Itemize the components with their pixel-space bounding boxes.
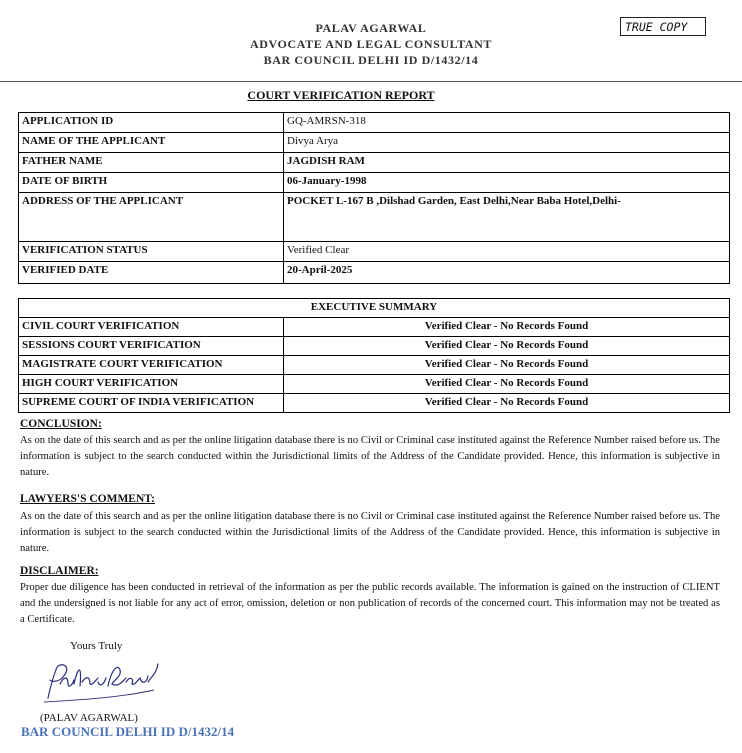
label-supreme-court: SUPREME COURT OF INDIA VERIFICATION xyxy=(19,394,284,413)
conclusion-text: As on the date of this search and as per the online litigation database there is no Civil or Criminal case instituted against the Reference Number raised before us. The information is subject to the search conducted within the Jurisdictional limits of the Address of the Candidate provided. Hence, this information is subjective in nature. xyxy=(20,435,720,478)
label-civil-court: CIVIL COURT VERIFICATION xyxy=(19,318,284,337)
table-header-row xyxy=(19,299,730,318)
table-row xyxy=(19,262,730,284)
label-application-id: APPLICATION ID xyxy=(19,113,284,133)
executive-summary-table xyxy=(18,298,730,413)
conclusion-title: CONCLUSION: xyxy=(20,418,102,430)
lawyers-comment-title: LAWYERS'S COMMENT: xyxy=(20,493,155,505)
label-high-court: HIGH COURT VERIFICATION xyxy=(19,375,284,394)
value-verification-status: Verified Clear xyxy=(284,242,730,262)
table-row xyxy=(19,356,730,375)
header-divider xyxy=(0,81,742,82)
table-row xyxy=(19,394,730,413)
value-application-id: GQ-AMRSN-318 xyxy=(284,113,730,133)
value-supreme-court: Verified Clear - No Records Found xyxy=(284,394,730,413)
value-magistrate-court: Verified Clear - No Records Found xyxy=(284,356,730,375)
table-row xyxy=(19,133,730,153)
value-date-of-birth: 06-January-1998 xyxy=(284,173,730,193)
lawyers-comment-text: As on the date of this search and as per the online litigation database there is no Civil or Criminal case instituted against the Reference Number raised before us. The information is subject to the search conducted within the Jurisdictional limits of the Address of the Candidate provided. Hence, this information is subjective in nature. xyxy=(20,511,720,554)
value-sessions-court: Verified Clear - No Records Found xyxy=(284,337,730,356)
label-date-of-birth: DATE OF BIRTH xyxy=(19,173,284,193)
label-magistrate-court: MAGISTRATE COURT VERIFICATION xyxy=(19,356,284,375)
value-high-court: Verified Clear - No Records Found xyxy=(284,375,730,394)
label-sessions-court: SESSIONS COURT VERIFICATION xyxy=(19,337,284,356)
signatory-name: (PALAV AGARWAL) xyxy=(40,712,138,724)
handwritten-signature xyxy=(38,660,168,706)
value-civil-court: Verified Clear - No Records Found xyxy=(284,318,730,337)
disclaimer-title: DISCLAIMER: xyxy=(20,565,99,577)
executive-summary-heading: EXECUTIVE SUMMARY xyxy=(19,299,730,318)
table-row xyxy=(19,113,730,133)
advocate-title: ADVOCATE AND LEGAL CONSULTANT xyxy=(250,37,492,51)
value-verified-date: 20-April-2025 xyxy=(284,262,730,284)
label-father-name: FATHER NAME xyxy=(19,153,284,173)
advocate-registration: BAR COUNCIL DELHI ID D/1432/14 xyxy=(263,53,479,67)
table-row xyxy=(19,173,730,193)
value-address: POCKET L-167 B ,Dilshad Garden, East Delhi,Near Baba Hotel,Delhi- xyxy=(284,193,730,242)
value-applicant-name: Divya Arya xyxy=(284,133,730,153)
report-title: COURT VERIFICATION REPORT xyxy=(247,88,435,102)
closing-salutation: Yours Truly xyxy=(70,640,123,652)
table-row xyxy=(19,375,730,394)
label-verified-date: VERIFIED DATE xyxy=(19,262,284,284)
table-row xyxy=(19,318,730,337)
label-verification-status: VERIFICATION STATUS xyxy=(19,242,284,262)
label-applicant-name: NAME OF THE APPLICANT xyxy=(19,133,284,153)
label-address: ADDRESS OF THE APPLICANT xyxy=(19,193,284,242)
true-copy-stamp: TRUE COPY xyxy=(620,17,706,36)
signatory-registration: BAR COUNCIL DELHI ID D/1432/14 xyxy=(21,724,235,739)
value-father-name: JAGDISH RAM xyxy=(284,153,730,173)
applicant-details-table xyxy=(18,112,730,284)
advocate-name: PALAV AGARWAL xyxy=(315,21,427,35)
table-row xyxy=(19,337,730,356)
table-row xyxy=(19,242,730,262)
disclaimer-text: Proper due diligence has been conducted in retrieval of the information as per the public records available. The information is gained on the instruction of CLIENT and the undersigned is not liable for any act of error, omission, deletion or non publication of records of the concerned court. This information may not be treated as a Certificate. xyxy=(20,582,720,625)
table-row xyxy=(19,193,730,242)
table-row xyxy=(19,153,730,173)
